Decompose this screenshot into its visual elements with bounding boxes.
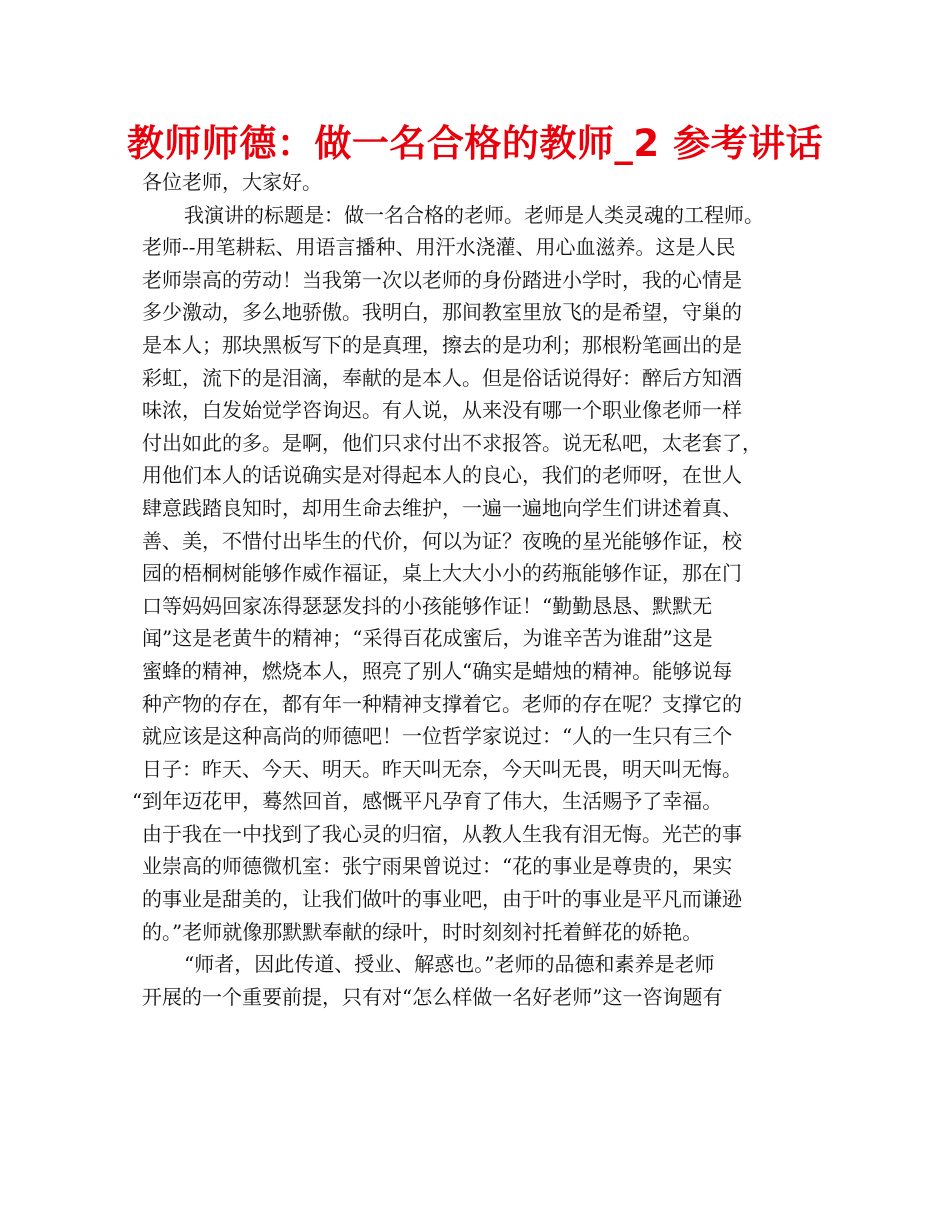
paragraph-1-line-22: 的事业是甜美的，让我们做叶的事业吧，由于叶的事业是平凡而谦逊 bbox=[142, 887, 742, 912]
paragraph-1-line-21: 业崇高的师德微机室：张宁雨果曾说过：“花的事业是尊贵的，果实 bbox=[142, 854, 733, 879]
paragraph-1-line-10: 肆意践踏良知时，却用生命去维护，一遍一遍地向学生们讲述着真、 bbox=[142, 495, 742, 520]
paragraph-1-line-11: 善、美，不惜付出毕生的代价，何以为证？夜晚的星光能够作证，校 bbox=[142, 528, 742, 553]
paragraph-1-line-4: 多少激动，多么地骄傲。我明白，那间教室里放飞的是希望，守巢的 bbox=[142, 300, 742, 325]
paragraph-1-line-1: 我演讲的标题是：做一名合格的老师。老师是人类灵魂的工程师。 bbox=[184, 202, 764, 227]
paragraph-1-line-18: 日子：昨天、今天、明天。昨天叫无奈，今天叫无畏，明天叫无悔。 bbox=[142, 756, 742, 781]
paragraph-1-line-9: 用他们本人的话说确实是对得起本人的良心，我们的老师呀，在世人 bbox=[142, 463, 742, 488]
paragraph-1-line-12: 园的梧桐树能够作威作福证，桌上大大小小的药瓶能够作证，那在门 bbox=[142, 561, 742, 586]
paragraph-1-line-19: “到年迈花甲，蓦然回首，感慨平凡孕育了伟大，生活赐予了幸福。 bbox=[132, 789, 723, 814]
paragraph-1-line-14: 闻”这是老黄牛的精神；“采得百花成蜜后，为谁辛苦为谁甜”这是 bbox=[142, 626, 713, 651]
paragraph-1-line-3: 老师崇高的劳动！当我第一次以老师的身份踏进小学时，我的心情是 bbox=[142, 267, 742, 292]
paragraph-1-line-23: 的。”老师就像那默默奉献的绿叶，时时刻刻衬托着鲜花的娇艳。 bbox=[142, 919, 703, 944]
document-body bbox=[132, 166, 812, 1013]
greeting-line: 各位老师，大家好。 bbox=[142, 170, 322, 194]
paragraph-2-line-2: 开展的一个重要前提，只有对“怎么样做一名好老师”这一咨询题有 bbox=[142, 984, 723, 1009]
paragraph-1-line-20: 由于我在一中找到了我心灵的归宿，从教人生我有泪无悔。光芒的事 bbox=[142, 821, 742, 846]
paragraph-1-line-6: 彩虹，流下的是泪滴，奉献的是本人。但是俗话说得好：醉后方知酒 bbox=[142, 365, 742, 390]
paragraph-1-line-16: 种产物的存在，都有年一种精神支撑着它。老师的存在呢？支撑它的 bbox=[142, 691, 742, 716]
paragraph-2-line-1: “师者，因此传道、授业、解惑也。”老师的品德和素养是老师 bbox=[184, 952, 715, 977]
document-title: 教师师德：做一名合格的教师_2 参考讲话 bbox=[126, 122, 824, 165]
paragraph-1-line-17: 就应该是这种高尚的师德吧！一位哲学家说过：“人的一生只有三个 bbox=[142, 724, 733, 749]
paragraph-1-line-7: 味浓，白发始觉学咨询迟。有人说，从来没有哪一个职业像老师一样 bbox=[142, 398, 742, 423]
paragraph-1-line-8: 付出如此的多。是啊，他们只求付出不求报答。说无私吧，太老套了， bbox=[142, 430, 762, 455]
paragraph-1-line-13: 口等妈妈回家冻得瑟瑟发抖的小孩能够作证！“勤勤恳恳、默默无 bbox=[142, 593, 713, 618]
paragraph-1-line-2: 老师--用笔耕耘、用语言播种、用汗水浇灌、用心血滋养。这是人民 bbox=[142, 235, 736, 260]
paragraph-1-line-5: 是本人；那块黑板写下的是真理，擦去的是功利；那根粉笔画出的是 bbox=[142, 332, 742, 357]
paragraph-1-line-15: 蜜蜂的精神，燃烧本人，照亮了别人“确实是蜡烛的精神。能够说每 bbox=[142, 658, 733, 683]
